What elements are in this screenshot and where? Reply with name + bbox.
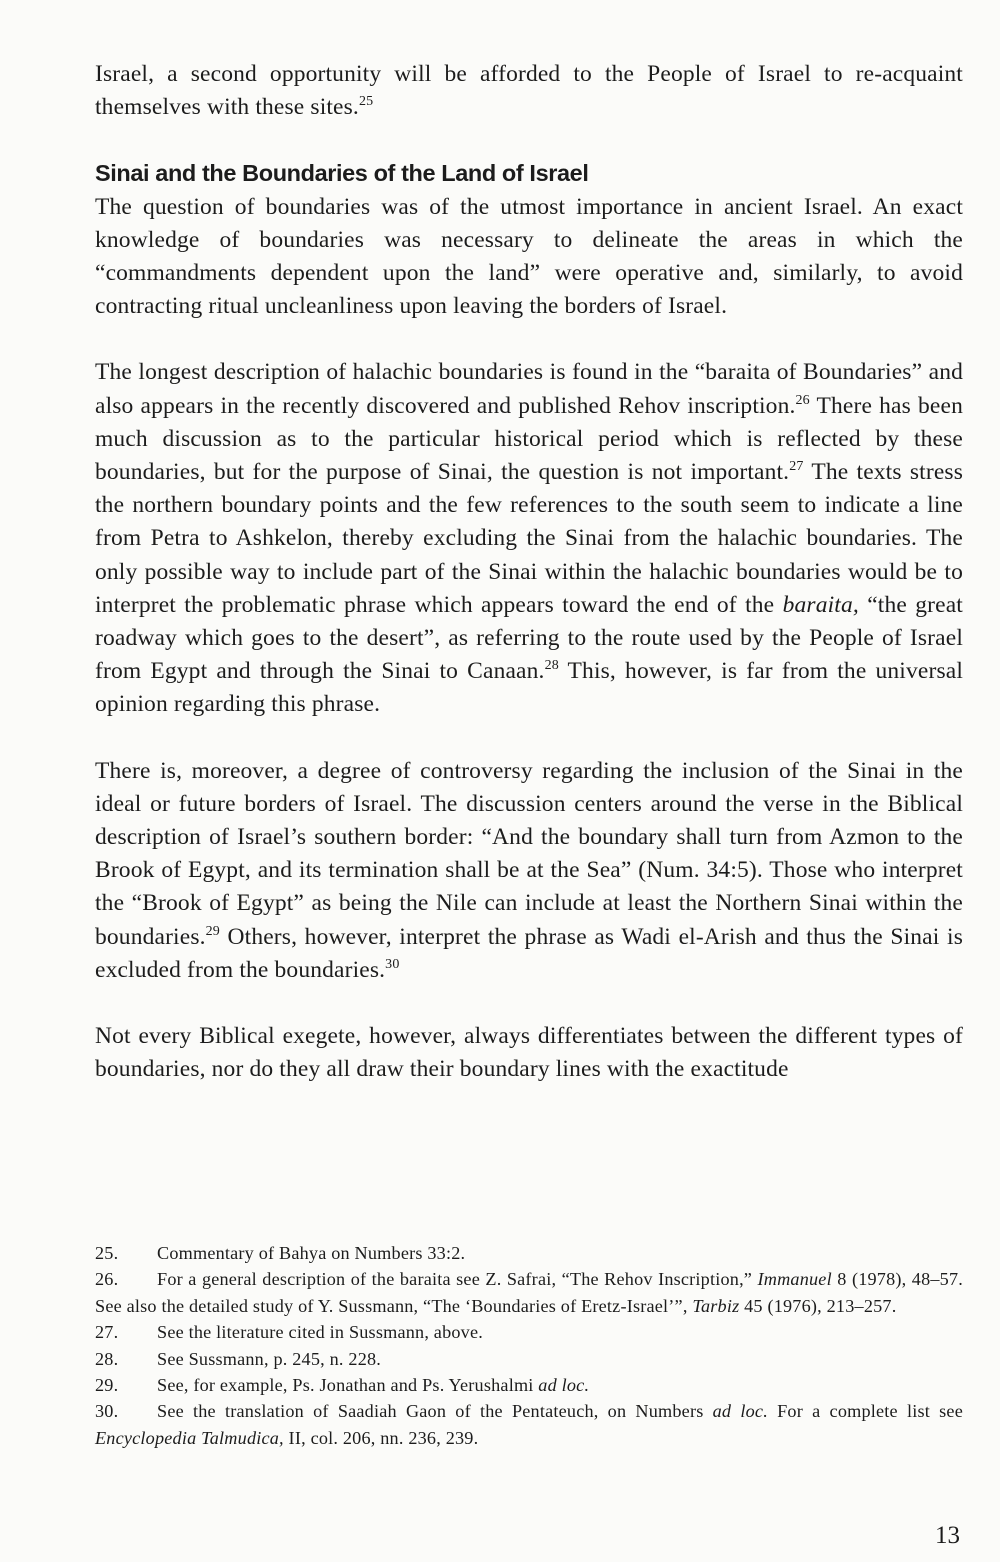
footnote-ref[interactable]: 26: [795, 392, 810, 408]
section-heading: Sinai and the Boundaries of the Land of Israel: [95, 160, 589, 187]
intro-paragraph: Israel, a second opportunity will be afforded to the People of Israel to re-acquaint themselves with these sites.$^{25}$: [95, 61, 963, 121]
footnote-30: 30. See the translation of Saadiah Gaon of the Pentateuch, on Numbers ad loc. For a complete list see Encyclopedia Talmudica, II, col. 206, nn. 236, 239.: [95, 1401, 963, 1448]
body-text: [95, 58, 963, 1086]
footnote-26: 26. For a general description of the baraita see Z. Safrai, “The Rehov Inscription,” Immanuel 8 (1978), 48–57. See also the detailed study of Y. Sussmann, “The ‘Boundaries of Eretz-Israel’”, Tarbiz 45 (1976), 213–257.: [95, 1269, 964, 1316]
paragraph-controversy: There is, moreover, a degree of controversy regarding the inclusion of the Sinai in the ideal or future borders of Israel. The discussion centers around the verse in the Biblical description of Israel’s southern border: “And the boundary shall turn from Azmon to the Brook of Egypt, and its termination shall be at the Sea” (Num. 34:5). Those who interpret the “Brook of Egypt” as being the Nile can include at least the Northern Sinai within the boundaries.$^{29}$ Others, however, interpret the phrase as Wadi el-Arish and thus the Sinai is excluded from the boundaries.$^{30}$: [95, 757, 963, 983]
paragraph-exegete: Not every Biblical exegete, however, always differentiates between the different types of boundaries, nor do they all draw their boundary lines with the exactitude: [95, 1023, 963, 1083]
footnote-25: 25. Commentary of Bahya on Numbers 33:2.: [95, 1243, 466, 1263]
page-content: [95, 58, 963, 1086]
footnotes: [95, 1240, 963, 1451]
footnote-29: 29. See, for example, Ps. Jonathan and Ps. Yerushalmi ad loc.: [95, 1375, 590, 1396]
footnote-28: 28. See Sussmann, p. 245, n. 228.: [95, 1348, 382, 1369]
footnote-ref[interactable]: 29: [205, 923, 220, 939]
footnote-ref[interactable]: 30: [385, 956, 400, 972]
page-number: 13: [935, 1522, 960, 1549]
footnote-ref[interactable]: 25: [358, 94, 374, 110]
footnote-27: 27. See the literature cited in Sussmann, above.: [95, 1322, 483, 1343]
paragraph-halachic-boundaries: The longest description of halachic boundaries is found in the “baraita of Boundaries” and also appears in the recently discovered and published Rehov inscription.$^{26}$ There has been much discussion as to the particular historical period which is reflected by these boundaries, but for the purpose of Sinai, the question is not important.$^{27}$ The texts stress the northern boundary points and the few references to the south seem to indicate a line from Petra to Ashkelon, thereby excluding the Sinai from the halachic boundaries. The only possible way to include part of the Sinai within the halachic boundaries would be to interpret the problematic phrase which appears toward the end of the baraita, “the great roadway which goes to the desert”, as referring to the route used by the People of Israel from Egypt and through the Sinai to Canaan.$^{28}$ This, however, is far from the universal opinion regarding this phrase.: [95, 359, 964, 718]
paragraph-boundaries-question: The question of boundaries was of the utmost importance in ancient Israel. An exact knowledge of boundaries was necessary to delineate the areas in which the “commandments dependent upon the land” were operative and, similarly, to avoid contracting ritual uncleanliness upon leaving the borders of Israel.: [95, 193, 963, 320]
footnote-ref[interactable]: 27: [789, 459, 804, 475]
footnote-ref[interactable]: 28: [544, 658, 559, 674]
